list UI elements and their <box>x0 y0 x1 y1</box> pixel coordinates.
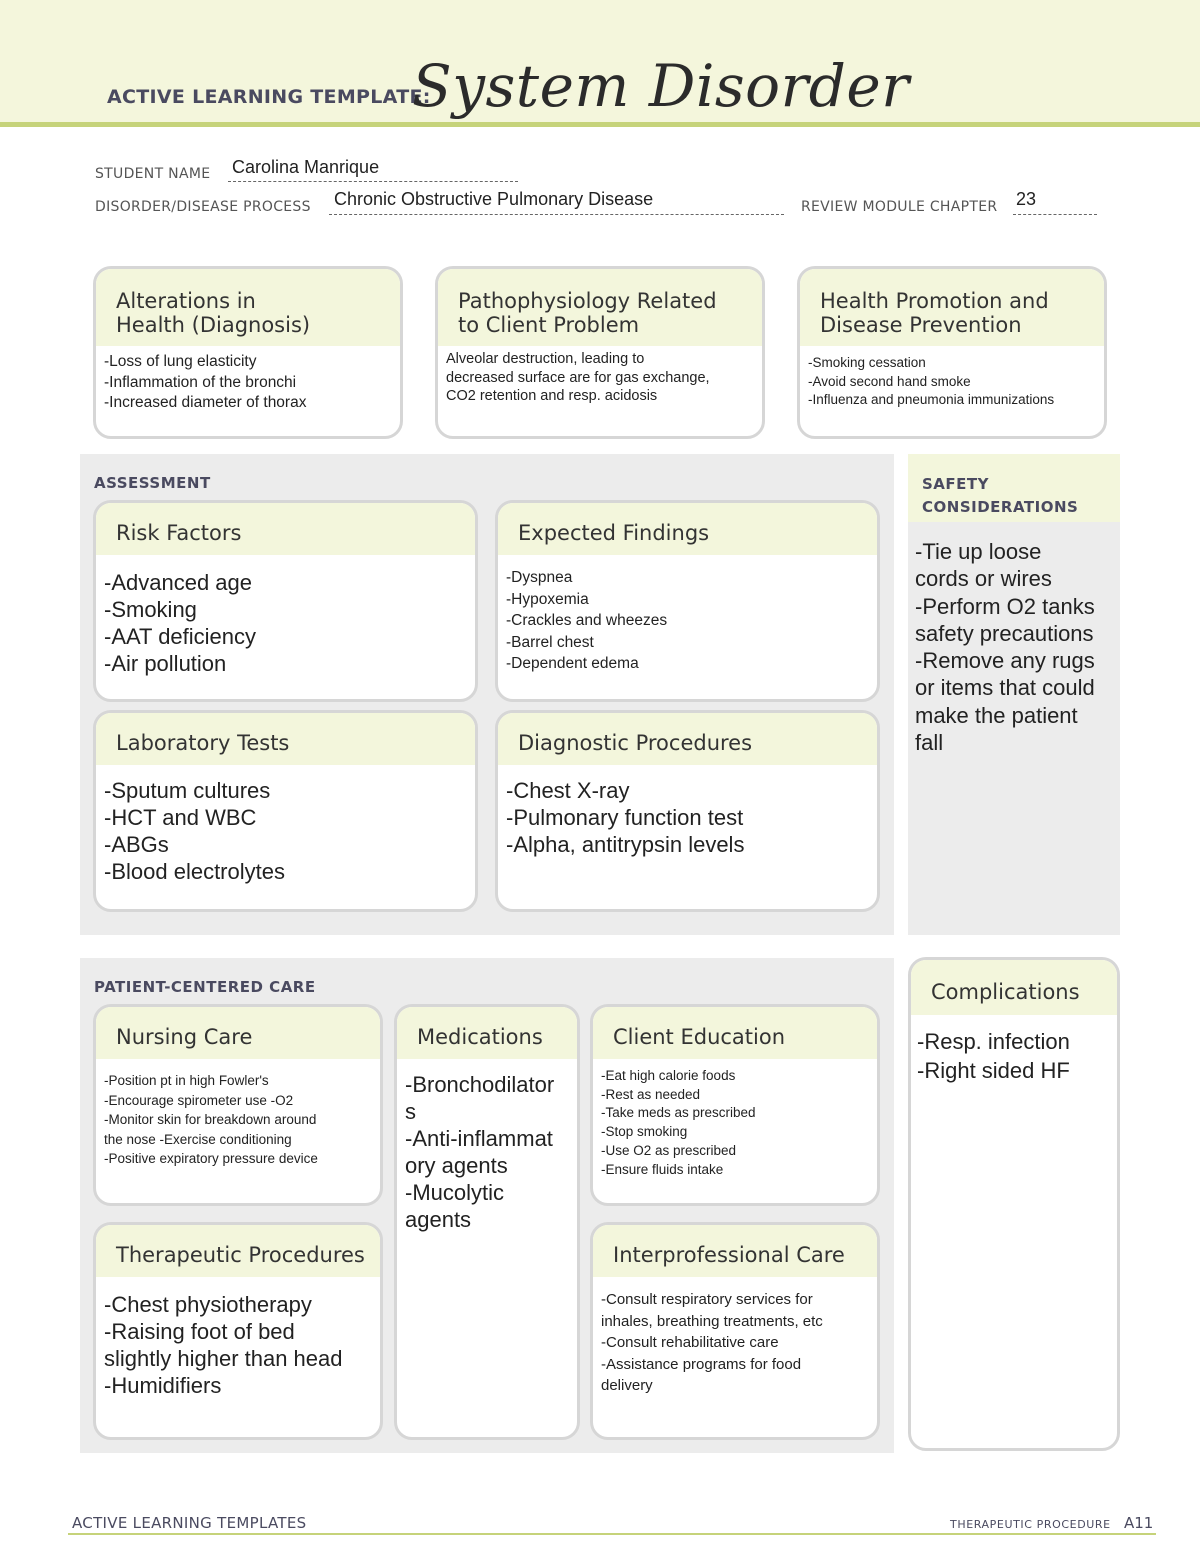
page-number: A11 <box>1124 1514 1154 1532</box>
medications-title: Medications <box>417 1025 543 1049</box>
template-title: System Disorder <box>412 52 910 120</box>
template-label: ACTIVE LEARNING TEMPLATE: <box>107 86 431 108</box>
pathophysiology-line: Alveolar destruction, leading to <box>446 351 645 367</box>
complications-header <box>911 960 1117 1015</box>
student-name-line <box>228 181 518 182</box>
lab-test-item: -ABGs <box>104 832 169 857</box>
interprofessional-care-item: delivery <box>601 1377 653 1394</box>
expected-finding-item: -Hypoxemia <box>506 590 589 608</box>
expected-findings-title: Expected Findings <box>518 521 710 545</box>
safety-item: fall <box>915 730 944 756</box>
health-promotion-line: -Influenza and pneumonia immunizations <box>808 392 1055 407</box>
safety-item: cords or wires <box>915 566 1052 592</box>
alterations-header <box>96 269 400 346</box>
chapter-label: REVIEW MODULE CHAPTER <box>801 199 998 215</box>
student-name-field[interactable]: Carolina Manrique <box>232 157 380 177</box>
disorder-label: DISORDER/DISEASE PROCESS <box>95 199 311 215</box>
nursing-care-body <box>96 1059 380 1169</box>
alterations-line: -Increased diameter of thorax <box>104 394 307 411</box>
laboratory-tests-box <box>93 710 478 912</box>
therapeutic-procedure-item: -Humidifiers <box>104 1373 222 1398</box>
medication-item: -Mucolytic <box>405 1180 505 1205</box>
safety-item: -Tie up loose <box>915 539 1042 564</box>
risk-factor-item: -AAT deficiency <box>104 624 257 649</box>
health-promotion-header <box>800 269 1104 346</box>
expected-findings-header <box>498 503 877 555</box>
interprofessional-care-body <box>593 1277 877 1397</box>
pathophysiology-line: decreased surface are for gas exchange, <box>446 369 710 386</box>
nursing-care-header <box>96 1007 380 1059</box>
diagnostic-procedures-header <box>498 713 877 765</box>
footer-left: ACTIVE LEARNING TEMPLATES <box>72 1514 307 1532</box>
interprofessional-care-header <box>593 1225 877 1277</box>
pathophysiology-title-line2: to Client Problem <box>458 313 640 337</box>
interprofessional-care-item: -Consult rehabilitative care <box>601 1334 779 1351</box>
therapeutic-procedures-box <box>93 1222 383 1440</box>
expected-finding-item: -Dependent edema <box>506 655 639 672</box>
safety-body <box>915 538 1095 756</box>
therapeutic-procedures-header <box>96 1225 380 1277</box>
health-promotion-title-line2: Disease Prevention <box>820 313 1022 337</box>
client-education-item: -Stop smoking <box>601 1124 688 1140</box>
therapeutic-procedures-title: Therapeutic Procedures <box>116 1243 365 1267</box>
complications-title: Complications <box>931 980 1080 1004</box>
pathophysiology-box <box>435 266 765 439</box>
lab-test-item: -Blood electrolytes <box>104 859 285 884</box>
diagnostic-procedure-item: -Alpha, antitrypsin levels <box>506 832 745 857</box>
patient-centered-care-label: PATIENT-CENTERED CARE <box>94 978 316 996</box>
risk-factor-item: -Air pollution <box>104 651 227 676</box>
medications-box <box>394 1004 580 1440</box>
alterations-title-line1: Alterations in <box>116 289 256 313</box>
assessment-label: ASSESSMENT <box>94 474 211 492</box>
safety-item: -Perform O2 tanks <box>915 593 1095 619</box>
footer-rule <box>68 1533 1156 1535</box>
laboratory-tests-body <box>96 765 475 885</box>
interprofessional-care-item: -Assistance programs for food <box>601 1355 802 1373</box>
therapeutic-procedure-item: -Raising foot of bed <box>104 1319 295 1344</box>
safety-title-line2: CONSIDERATIONS <box>922 498 1079 516</box>
expected-finding-item: -Dyspnea <box>506 569 573 586</box>
alterations-body <box>96 346 400 414</box>
lab-test-item: -HCT and WBC <box>104 805 257 830</box>
expected-finding-item: -Crackles and wheezes <box>506 612 668 629</box>
chapter-line <box>1013 214 1097 215</box>
risk-factors-body <box>96 555 475 677</box>
student-name-label: STUDENT NAME <box>95 166 211 182</box>
footer-right: THERAPEUTIC PROCEDURE <box>950 1518 1111 1531</box>
medication-item: -Anti-inflammat <box>405 1126 553 1151</box>
client-education-item: -Eat high calorie foods <box>601 1068 736 1083</box>
client-education-title: Client Education <box>613 1025 786 1049</box>
expected-findings-box <box>495 500 880 702</box>
health-promotion-body <box>800 346 1104 410</box>
safety-item: make the patient <box>915 702 1078 728</box>
expected-findings-body <box>498 555 877 675</box>
alterations-title-line2: Health (Diagnosis) <box>116 313 311 337</box>
diagnostic-procedures-title: Diagnostic Procedures <box>518 731 753 755</box>
alterations-line: -Loss of lung elasticity <box>104 353 257 370</box>
safety-title <box>922 473 1078 519</box>
risk-factors-box <box>93 500 478 702</box>
health-promotion-title-line1: Health Promotion and <box>820 289 1049 313</box>
complication-item: -Resp. infection <box>917 1029 1070 1054</box>
laboratory-tests-title: Laboratory Tests <box>116 731 290 755</box>
risk-factors-header <box>96 503 475 555</box>
pathophysiology-title-line1: Pathophysiology Related <box>458 289 717 313</box>
risk-factor-item: -Smoking <box>104 597 197 622</box>
interprofessional-care-item: -Consult respiratory services for <box>601 1291 813 1308</box>
risk-factors-title: Risk Factors <box>116 521 242 545</box>
diagnostic-procedures-body <box>498 765 877 858</box>
health-promotion-box <box>797 266 1107 439</box>
client-education-item: -Ensure fluids intake <box>601 1161 724 1177</box>
header-rule <box>0 122 1200 127</box>
safety-item: -Remove any rugs <box>915 648 1095 674</box>
pathophysiology-line: CO2 retention and resp. acidosis <box>446 388 658 404</box>
alterations-box <box>93 266 403 439</box>
medications-header <box>397 1007 577 1059</box>
pathophysiology-header <box>438 269 762 346</box>
nursing-care-item: -Monitor skin for breakdown around <box>104 1112 317 1127</box>
client-education-body <box>593 1059 877 1179</box>
disorder-line <box>329 214 784 215</box>
pathophysiology-body <box>438 346 762 406</box>
therapeutic-procedure-item: slightly higher than head <box>104 1346 343 1371</box>
health-promotion-line: -Smoking cessation <box>808 355 926 370</box>
client-education-box <box>590 1004 880 1206</box>
client-education-item: -Rest as needed <box>601 1086 701 1102</box>
chapter-field[interactable]: 23 <box>1016 189 1037 209</box>
complication-item: -Right sided HF <box>917 1058 1070 1083</box>
nursing-care-box <box>93 1004 383 1206</box>
medication-item: s <box>405 1099 416 1124</box>
medication-item: ory agents <box>405 1153 508 1178</box>
complications-body <box>911 1015 1117 1085</box>
alterations-line: -Inflammation of the bronchi <box>104 373 297 391</box>
interprofessional-care-item: inhales, breathing treatments, etc <box>601 1312 823 1330</box>
medications-body <box>397 1059 577 1233</box>
complications-box <box>908 957 1120 1451</box>
interprofessional-care-title: Interprofessional Care <box>613 1243 845 1267</box>
laboratory-tests-header <box>96 713 475 765</box>
lab-test-item: -Sputum cultures <box>104 778 271 803</box>
diagnostic-procedure-item: -Chest X-ray <box>506 778 630 803</box>
diagnostic-procedures-box <box>495 710 880 912</box>
nursing-care-item: -Positive expiratory pressure device <box>104 1151 318 1166</box>
interprofessional-care-box <box>590 1222 880 1440</box>
risk-factor-item: -Advanced age <box>104 570 252 595</box>
nursing-care-item: -Encourage spirometer use -O2 <box>104 1092 294 1108</box>
diagnostic-procedure-item: -Pulmonary function test <box>506 805 744 830</box>
nursing-care-title: Nursing Care <box>116 1025 253 1049</box>
nursing-care-item: the nose -Exercise conditioning <box>104 1131 292 1147</box>
safety-title-line1: SAFETY <box>922 475 989 493</box>
medication-item: -Bronchodilator <box>405 1072 555 1097</box>
disorder-field[interactable]: Chronic Obstructive Pulmonary Disease <box>334 189 654 209</box>
therapeutic-procedure-item: -Chest physiotherapy <box>104 1292 312 1317</box>
health-promotion-line: -Avoid second hand smoke <box>808 373 971 389</box>
medication-item: agents <box>405 1207 472 1232</box>
client-education-header <box>593 1007 877 1059</box>
safety-item: safety precautions <box>915 620 1094 646</box>
nursing-care-item: -Position pt in high Fowler's <box>104 1073 269 1088</box>
expected-finding-item: -Barrel chest <box>506 633 594 651</box>
therapeutic-procedures-body <box>96 1277 380 1399</box>
safety-item: or items that could <box>915 675 1095 701</box>
client-education-item: -Use O2 as prescribed <box>601 1142 737 1158</box>
client-education-item: -Take meds as prescribed <box>601 1105 756 1121</box>
